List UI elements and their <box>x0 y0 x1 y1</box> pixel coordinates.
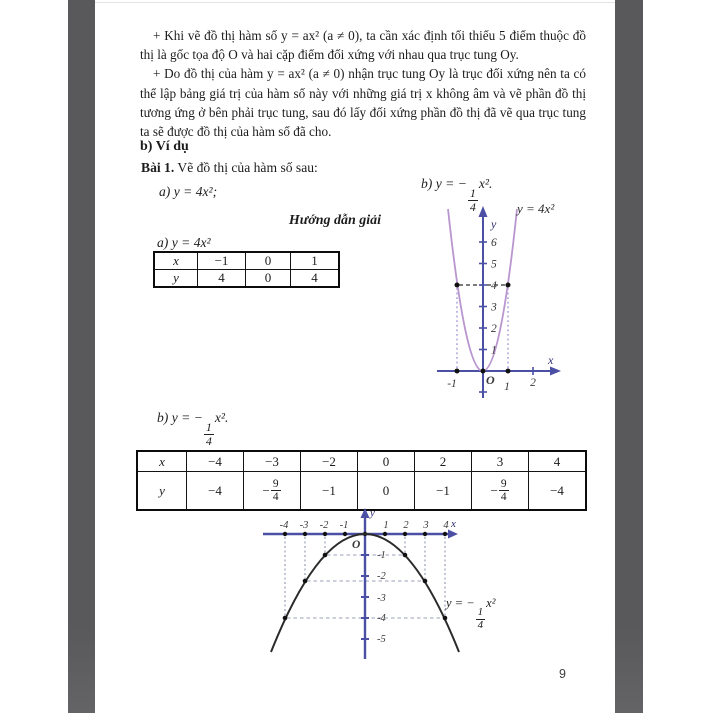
value-table-a <box>153 251 340 288</box>
table-cell: −4 <box>529 472 587 511</box>
formula-suffix: x². <box>478 176 493 191</box>
origin-label: O <box>352 539 361 551</box>
table-cell: −1 <box>415 472 472 511</box>
x-tick-neg1: -1 <box>339 520 349 531</box>
y-tick-5: 5 <box>491 258 497 271</box>
page-top-shadow <box>95 2 615 3</box>
table-cell: 2 <box>415 451 472 472</box>
theory-point-1: + Khi vẽ đồ thị hàm số y = ax² (a ≠ 0), ta cần xác định tối thiểu 5 điểm thuộc đồ thị là gốc tọa độ O và hai cặp điểm đối xứng với nhau qua trục tung Oy. <box>140 28 586 63</box>
x-tick-neg3: -3 <box>299 520 309 531</box>
graph-a-equation: y = 4x² <box>517 201 555 216</box>
y-tick-neg5: -5 <box>377 634 386 645</box>
fraction-numerator: 1 <box>477 606 484 619</box>
example-section-heading: b) Ví dụ <box>140 139 189 154</box>
table-cell: −4 <box>187 451 244 472</box>
fraction-numerator: 1 <box>469 185 476 200</box>
fraction-denominator: 4 <box>477 618 484 631</box>
origin-label: O <box>486 373 495 387</box>
table-cell: −1 <box>198 252 246 270</box>
fraction-numerator: 1 <box>205 419 212 434</box>
table-cell: −2 <box>301 451 358 472</box>
table-row <box>137 451 586 472</box>
graph-b <box>250 505 465 665</box>
formula-prefix: b) y = − <box>421 176 467 191</box>
fraction-denominator: 4 <box>205 433 212 448</box>
y-tick-4: 4 <box>491 280 497 292</box>
table-row <box>154 270 339 288</box>
formula-suffix: x². <box>214 410 229 425</box>
fraction-denominator: 4 <box>469 199 476 214</box>
formula-suffix: x² <box>486 596 496 610</box>
solution-b-label <box>157 410 228 447</box>
y-tick-6: 6 <box>491 237 497 249</box>
table-cell: 0 <box>358 472 415 511</box>
y-tick-3: 3 <box>491 301 497 314</box>
problem-label: Bài 1. <box>141 160 175 175</box>
table-cell: 0 <box>246 270 291 288</box>
y-axis-name: y <box>370 507 375 519</box>
y-tick-neg1: -1 <box>377 550 386 561</box>
solution-heading: Hướng dẫn giải <box>288 213 382 228</box>
y-tick-1: 1 <box>491 344 497 357</box>
table-cell: − $\frac{9}{4}$ <box>244 472 301 511</box>
table-cell: y <box>154 270 198 288</box>
table-cell: 1 <box>291 252 340 270</box>
book-edge-right <box>615 0 643 713</box>
y-tick-neg3: -3 <box>377 593 386 604</box>
x-tick-4: 4 <box>443 520 449 531</box>
value-table-b <box>136 450 587 511</box>
y-tick-neg2: -2 <box>377 571 386 582</box>
graph-b-equation <box>446 596 495 631</box>
table-cell: − $\frac{9}{4}$ <box>472 472 529 511</box>
problem-statement <box>141 160 318 176</box>
table-cell: −4 <box>187 472 244 511</box>
formula-prefix: b) y = − <box>157 410 203 425</box>
table-cell: 3 <box>472 451 529 472</box>
table-row <box>154 252 339 270</box>
x-axis-name: x <box>548 353 554 367</box>
table-cell: 0 <box>246 252 291 270</box>
x-tick-pos1: 1 <box>504 381 510 393</box>
x-tick-neg1: -1 <box>447 378 457 390</box>
table-cell: 4 <box>198 270 246 288</box>
fraction <box>204 421 214 447</box>
problem-part-a: a) y = 4x²; <box>159 184 218 199</box>
y-axis-name: y <box>491 217 497 231</box>
solution-a-label: a) y = 4x² <box>157 235 211 250</box>
table-cell: x <box>154 252 198 270</box>
x-axis-name: x <box>451 518 456 530</box>
table-cell: 4 <box>529 451 587 472</box>
y-tick-neg4: -4 <box>377 613 386 624</box>
table-cell: x <box>137 451 187 472</box>
fraction <box>476 607 486 631</box>
x-axis-arrow <box>550 367 561 376</box>
table-cell: −1 <box>301 472 358 511</box>
x-tick-2: 2 <box>403 520 409 531</box>
formula-prefix: y = − <box>446 596 475 610</box>
x-axis-arrow <box>448 530 458 539</box>
x-tick-1: 1 <box>383 520 389 531</box>
y-tick-2: 2 <box>491 323 497 335</box>
x-tick-neg2: -2 <box>319 520 329 531</box>
x-tick-3: 3 <box>423 520 429 531</box>
theory-paragraphs <box>140 26 586 141</box>
theory-point-2: + Do đồ thị của hàm y = ax² (a ≠ 0) nhận trục tung Oy là trục đối xứng nên ta có thể lập bảng giá trị của hàm số này với những giá trị x không âm và vẽ phần đồ thị tương ứng ở bên phải trục tung, sau đó lấy đối xứng phần đồ thị đã vẽ qua trục tung ta sẽ được đồ thị của hàm số đã cho. <box>140 66 586 140</box>
problem-text: Vẽ đồ thị của hàm số sau: <box>174 160 318 175</box>
graph-a <box>428 204 588 404</box>
table-cell: y <box>137 472 187 511</box>
x-tick-neg4: -4 <box>279 520 289 531</box>
table-cell: 4 <box>291 270 340 288</box>
y-axis-arrow <box>479 206 488 217</box>
book-edge-left <box>68 0 95 713</box>
table-cell: −3 <box>244 451 301 472</box>
x-tick-pos2: 2 <box>530 377 536 389</box>
table-cell: 0 <box>358 451 415 472</box>
y-axis-arrow <box>361 508 370 518</box>
page-number: 9 <box>559 667 566 681</box>
